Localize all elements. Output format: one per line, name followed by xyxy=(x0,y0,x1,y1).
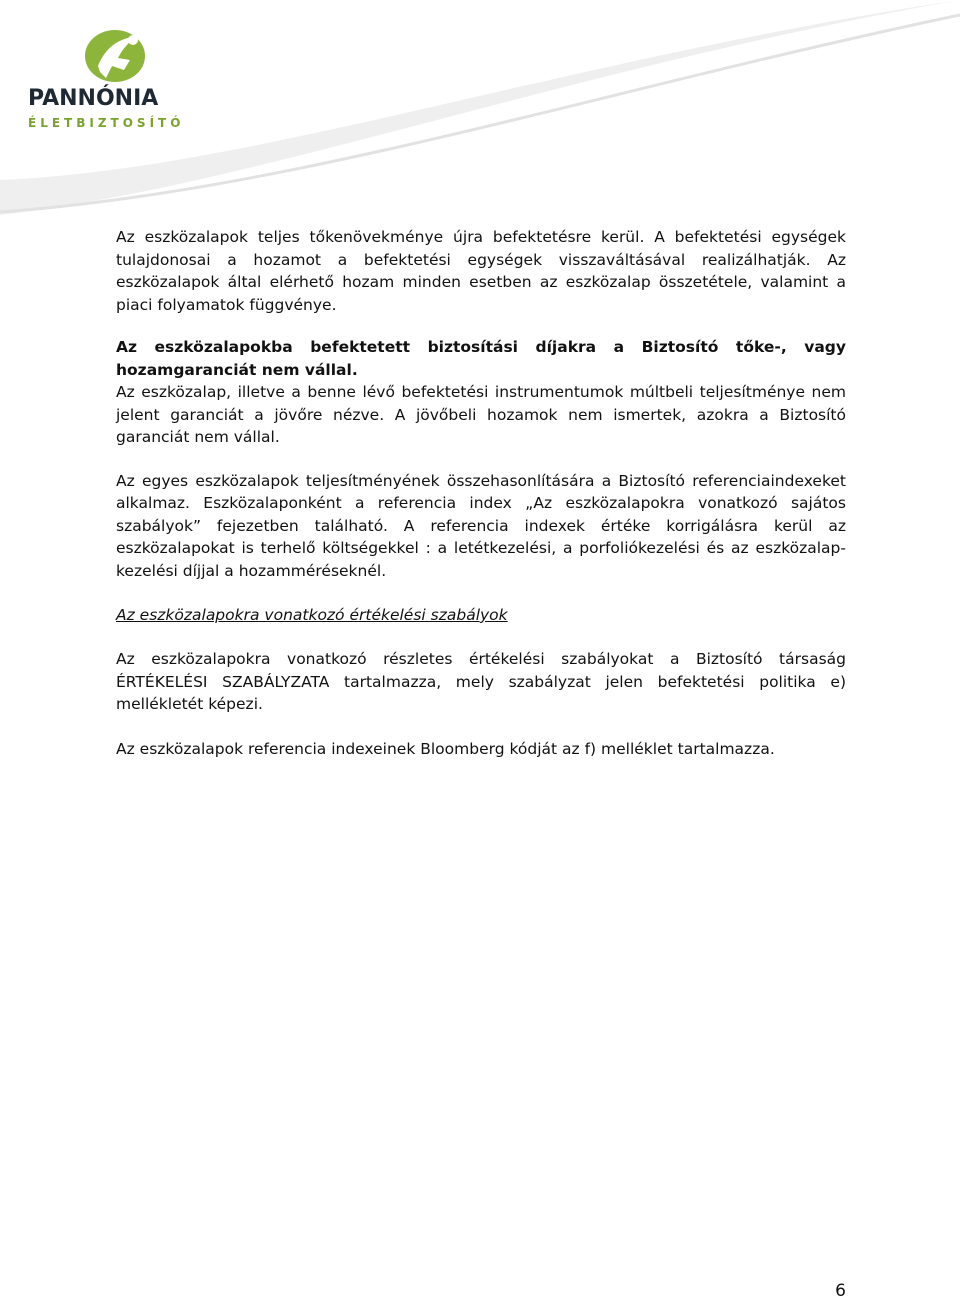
brand-subtitle: ÉLETBIZTOSÍTÓ xyxy=(28,116,185,130)
page-header xyxy=(0,0,960,215)
paragraph-reference-indexes: Az egyes eszközalapok teljesítményének összehasonlítására a Biztosító referenciaindexeket alkalmaz. Eszközalaponként a referencia index „Az eszközalapokra vonatkozó sajátos szabályok” fejezetben található. A referencia indexek értéke korrigálásra kerül az eszközalapokat is terhelő költségekkel : a letétkezelési, a porfoliókezelési és az eszközalap-kezelési díjjal a hozamméréseknél. xyxy=(116,471,846,580)
paragraph-bloomberg-codes: Az eszközalapok referencia indexeinek Bloomberg kódját az f) melléklet tartalmazza. xyxy=(116,739,775,758)
section-title-valuation-rules: Az eszközalapokra vonatkozó értékelési szabályok xyxy=(116,606,508,624)
company-logo xyxy=(20,20,205,140)
brand-name: PANNÓNIA xyxy=(28,86,159,111)
runner-logo-icon xyxy=(20,20,205,90)
guarantee-heading: Az eszközalapokba befektetett biztosítási díjakra a Biztosító tőke-, vagy hozamgaranciát nem vállal. xyxy=(116,338,846,379)
paragraph-valuation-rules: Az eszközalapokra vonatkozó részletes értékelési szabályokat a Biztosító társaság ÉRTÉKELÉSI SZABÁLYZATA tartalmazza, mely szabályzat jelen befektetési politika e) mellékletét képezi. xyxy=(116,650,846,713)
paragraph-past-performance: Az eszközalap, illetve a benne lévő befektetési instrumentumok múltbeli teljesítménye nem jelent garanciát a jövőre nézve. A jövőbeli hozamok nem ismertek, azokra a Biztosító garanciát nem vállal. xyxy=(116,383,846,446)
paragraph-capital-growth: Az eszközalapok teljes tőkenövekménye újra befektetésre kerül. A befektetési egységek tulajdonosai a hozamot a befektetési egységek visszaváltásával realizálhatják. Az eszközalapok által elérhető hozam minden esetben az eszközalap összetétele, valamint a piaci folyamatok függvénye. xyxy=(116,228,846,314)
document-body xyxy=(116,226,846,760)
page-number: 6 xyxy=(835,1281,846,1301)
